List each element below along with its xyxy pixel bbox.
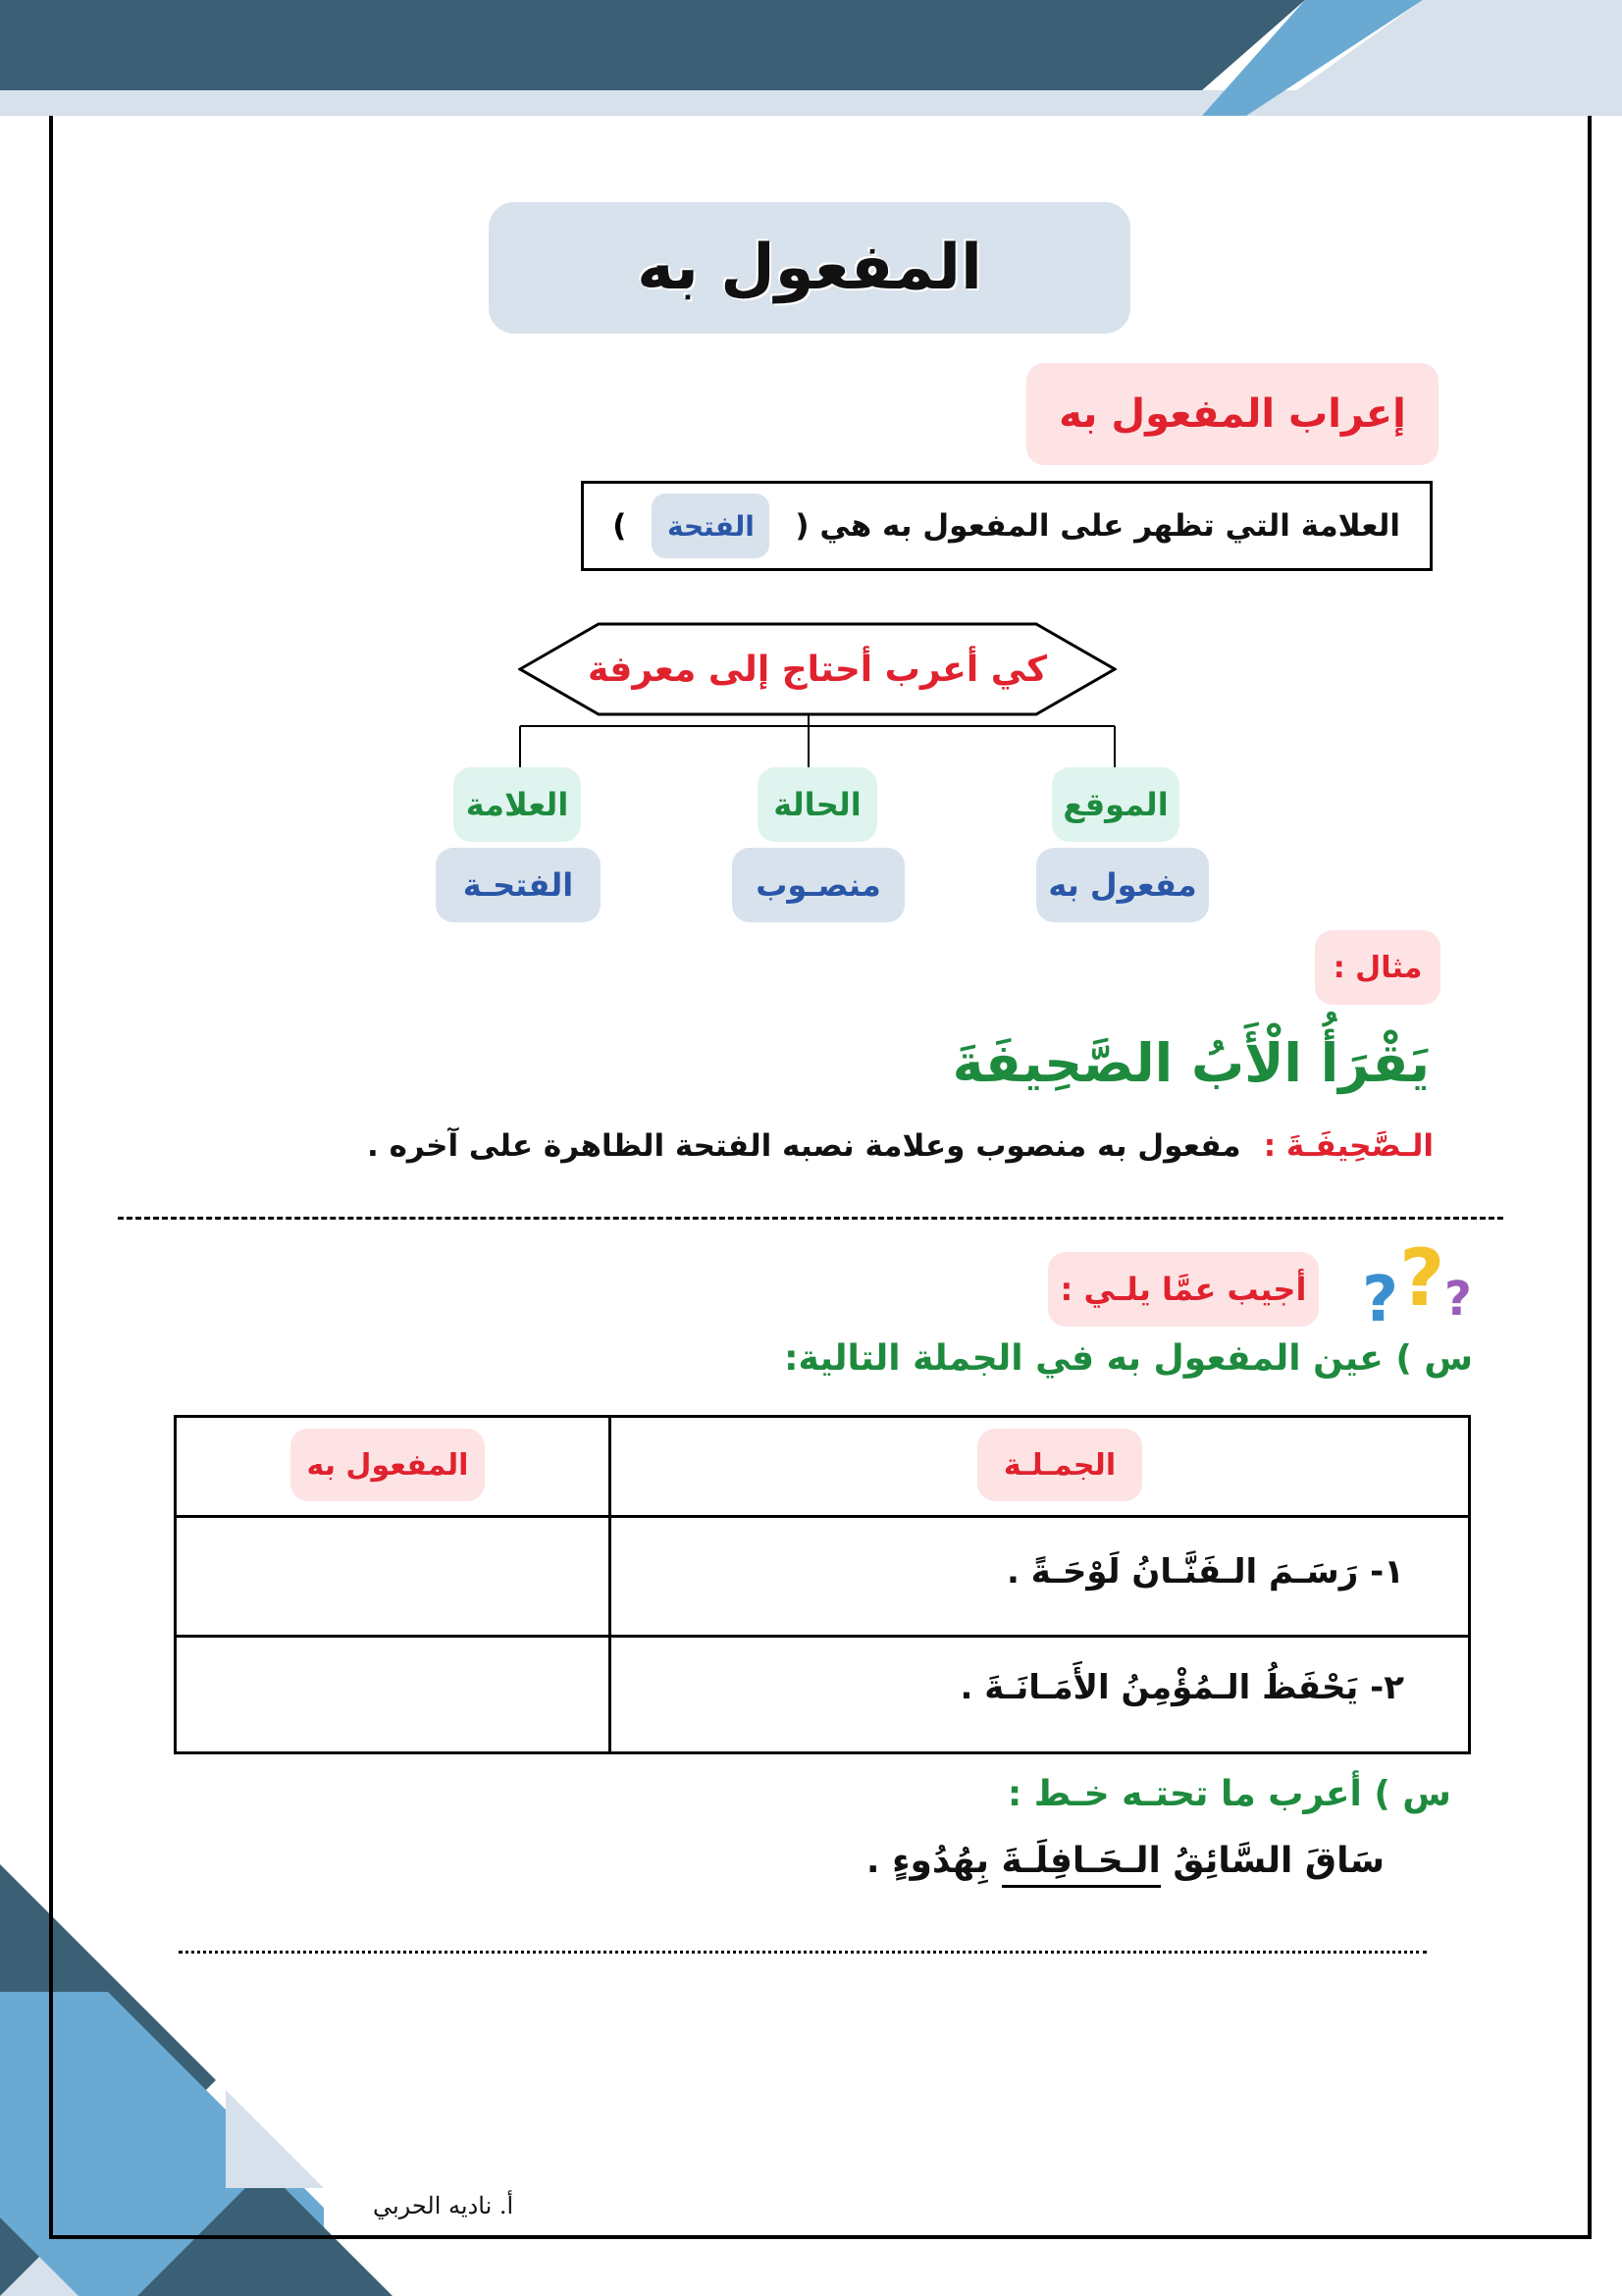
table-row-2-sentence: ٢- يَحْفَظُ الـمُؤْمِنُ الأَمَـانَـةَ . bbox=[960, 1668, 1404, 1707]
parse-sentence-end: بِهُدُوءٍ . bbox=[865, 1841, 1002, 1881]
svg-text:?: ? bbox=[1362, 1264, 1399, 1332]
svg-text:?: ? bbox=[1444, 1272, 1472, 1327]
concept-label-text: الموقع bbox=[1063, 786, 1169, 823]
banner-light-strip bbox=[0, 90, 1403, 116]
sign-close-paren: ) bbox=[612, 508, 627, 544]
example-label: مثال : bbox=[1333, 950, 1423, 985]
author-signature: أ. ناديه الحربي bbox=[373, 2192, 514, 2219]
table-row-1-sentence: ١- رَسَـمَ الـفَنَّـانُ لَوْحَـةً . bbox=[1006, 1552, 1404, 1592]
question-1: س ) عين المفعول به في الجملة التالية: bbox=[784, 1338, 1473, 1379]
table-col-divider bbox=[608, 1415, 611, 1754]
concept-value-text: الفتحـة bbox=[462, 866, 574, 904]
title-box bbox=[489, 202, 1130, 334]
table-row-1-answer[interactable] bbox=[177, 1518, 608, 1635]
concept-value-text: مفعول به bbox=[1048, 866, 1197, 904]
dashed-separator bbox=[118, 1217, 1503, 1220]
example-parsing: مفعول به منصوب وعلامة نصبه الفتحة الظاهرة على آخره . bbox=[367, 1128, 1241, 1164]
concept-label-position bbox=[1052, 767, 1179, 842]
concept-label-state bbox=[758, 767, 877, 842]
exercise-heading-box bbox=[1048, 1252, 1319, 1327]
concept-label-text: الحالة bbox=[773, 786, 862, 823]
parse-sentence-underlined: الـحَـافِلَـةَ bbox=[1002, 1841, 1161, 1888]
banner-dark-strip bbox=[0, 0, 1305, 90]
table-header-text: الجمـلـة bbox=[1003, 1447, 1117, 1483]
concept-value-sign bbox=[436, 848, 601, 922]
concept-value-text: منصـوب bbox=[756, 866, 881, 904]
parse-sentence-start: سَاقَ السَّائِقُ bbox=[1160, 1841, 1385, 1881]
parse-sentence bbox=[866, 1841, 1385, 1881]
page-title: المفعول به bbox=[637, 232, 982, 304]
example-parsing-line bbox=[367, 1128, 1434, 1164]
sign-answer-box bbox=[652, 494, 769, 558]
sign-question: العلامة التي تظهر على المفعول به هي ( bbox=[795, 508, 1400, 544]
example-sentence: يَقْرَأُ الْأَبُ الصَّحِيفَةَ bbox=[952, 1032, 1430, 1094]
table-row-2-answer[interactable] bbox=[177, 1638, 608, 1751]
sign-answer: الفتحة bbox=[667, 509, 755, 543]
section-heading: إعراب المفعول به bbox=[1059, 391, 1406, 437]
question-2: س ) أعرب ما تحتـه خـط : bbox=[1007, 1774, 1451, 1814]
concept-value-state bbox=[732, 848, 905, 922]
exercise-heading: أجيب عمَّا يلـي : bbox=[1060, 1271, 1307, 1308]
concept-value-position bbox=[1036, 848, 1209, 922]
svg-text:?: ? bbox=[1399, 1234, 1445, 1324]
answer-dotted-line[interactable] bbox=[179, 1951, 1427, 1954]
concept-label-text: العلامة bbox=[465, 786, 569, 823]
table-header-text: المفعول به bbox=[306, 1447, 469, 1483]
concept-label-sign bbox=[453, 767, 581, 842]
table-header-sentence bbox=[977, 1429, 1142, 1501]
hexagon-label: كي أعرب أحتاج إلى معرفة bbox=[587, 649, 1048, 690]
question-marks-icon bbox=[1354, 1234, 1482, 1332]
sign-box bbox=[581, 481, 1433, 571]
example-word: الـصَّحِيفَـةَ : bbox=[1263, 1128, 1434, 1164]
table-header-object bbox=[290, 1429, 485, 1501]
example-label-box bbox=[1315, 930, 1440, 1005]
top-banner bbox=[0, 0, 1622, 128]
section-heading-box bbox=[1026, 363, 1439, 465]
